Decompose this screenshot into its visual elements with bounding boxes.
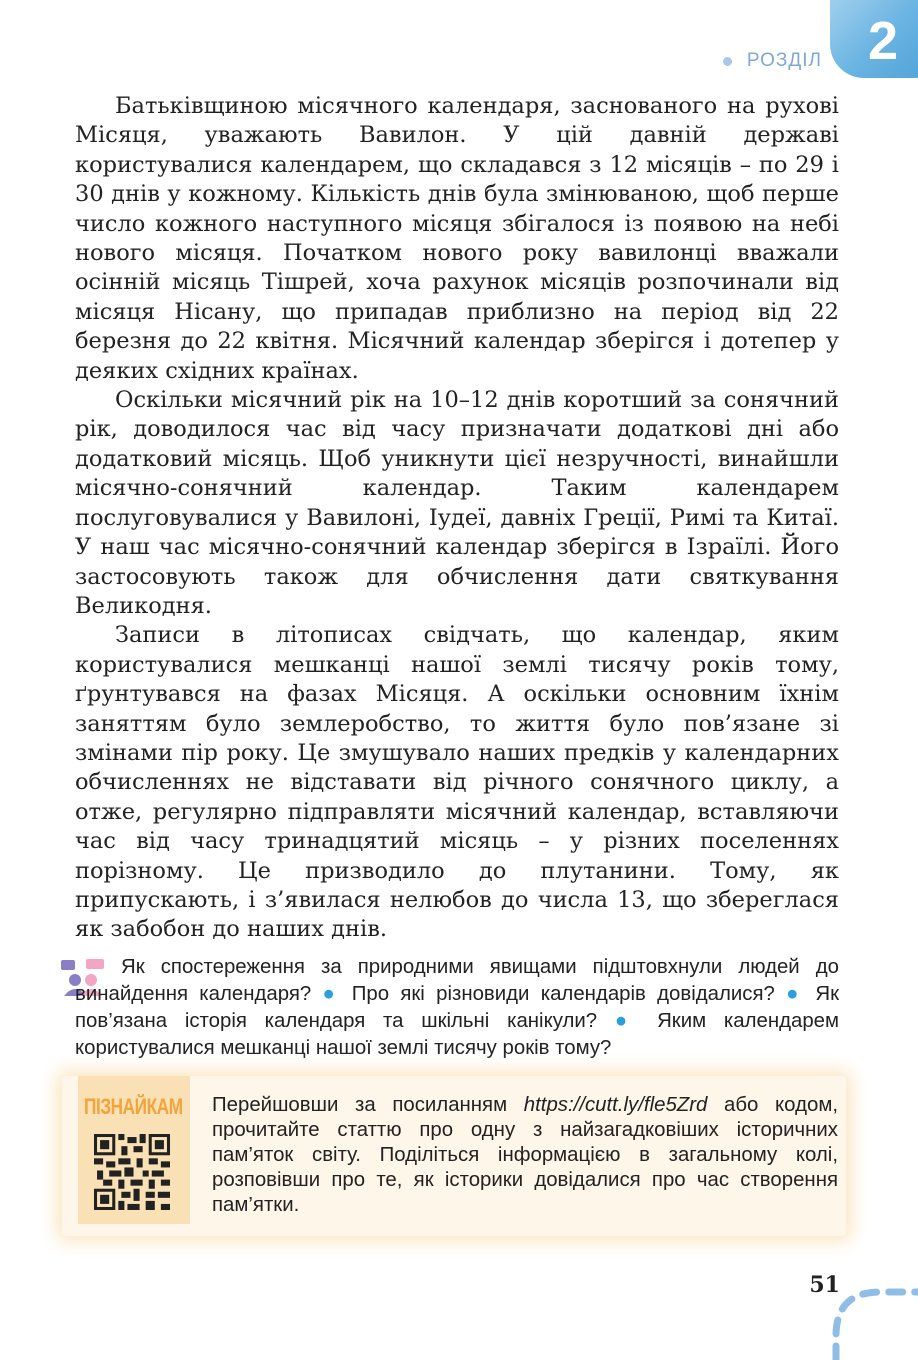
question-3: Як пов’язана історія календаря та шкільні канікули? (75, 983, 839, 1032)
section-number: 2 (867, 11, 898, 71)
info-link[interactable]: https://cutt.ly/fle5Zrd (523, 1094, 708, 1116)
page-number: 51 (809, 1272, 840, 1298)
bullet-icon: ● (322, 983, 341, 1005)
bullet-icon: ● (614, 1010, 640, 1032)
qr-code-icon[interactable] (94, 1134, 170, 1210)
corner-decoration (820, 1276, 918, 1360)
paragraph-3: Записи в літописах свідчать, що календар, яким користувалися мешканці нашої землі тисячу років тому, ґрунтувався на фазах Місяця. А оскільки основним їхнім заняттям було землеробство, то життя було пов’язане зі змінами пір року. Це змушувало наших предків у календарних обчисленнях не відставати від річного сонячного циклу, а отже, регулярно підправляти місячний календар, вставляючи час від часу тринадцятий місяць – у різних поселеннях порізному. Це призводило до плутанини. Тому, як припускають, і з’явилася нелюбов до числа 13, що збереглася як забобон до наших днів. (75, 622, 839, 943)
paragraph-2: Оскільки місячний рік на 10–12 днів коротший за сонячний рік, доводилося час від часу призначати додаткові дні або додатковий місяць. Щоб уникнути цієї незручності, винайшли місячно-сонячний календар. Таким календарем послуговувалися у Вавилоні, Іудеї, давніх Греції, Римі та Китаї. У наш час місячно-сонячний календар зберігся в Ізраїлі. Його застосовують також для обчислення дати святкування Великодня. (75, 387, 839, 619)
info-text-after: або кодом, прочитайте статтю про одну з найзагадковіших історичних пам’яток світу. Поділіться інформацією в загальному колі, розповівши про те, як історики довідалися про час створення пам’ятки. (212, 1094, 838, 1216)
main-text (75, 92, 839, 945)
info-box-text (212, 1093, 838, 1218)
info-text-before: Перейшовши за посиланням (212, 1094, 524, 1116)
section-label: РОЗДІЛ (746, 50, 822, 71)
info-box-title: ПІЗНАЙКАМ (84, 1094, 183, 1119)
question-2: Про які різновиди календарів довідалися? (351, 983, 775, 1005)
bullet-icon: ● (786, 983, 805, 1005)
question-4: Яким календарем користувалися мешканці нашої землі тисячу років тому? (75, 1010, 840, 1059)
questions-block (75, 954, 839, 1062)
paragraph-1: Батьківщиною місячного календаря, заснованого на рухові Місяця, уважають Вавилон. У цій давній державі користувалися календарем, що складався з 12 місяців – по 29 і 30 днів у кожному. Кількість днів була змінюваною, щоб перше число кожного наступного місяця збігалося із появою на небі нового місяця. Початком нового року вавилонці вважали осінній місяць Тішрей, хоча рахунок місяців розпочинали від місяця Нісану, що припадав приблизно на період від 22 березня до 22 квітня. Місячний календар зберігся і дотепер у деяких східних країнах. (75, 93, 839, 384)
section-dot-icon (723, 57, 732, 66)
info-box (62, 1076, 846, 1236)
question-1: Як спостереження за природними явищами підштовхнули людей до винайдення календаря? (75, 956, 839, 1005)
